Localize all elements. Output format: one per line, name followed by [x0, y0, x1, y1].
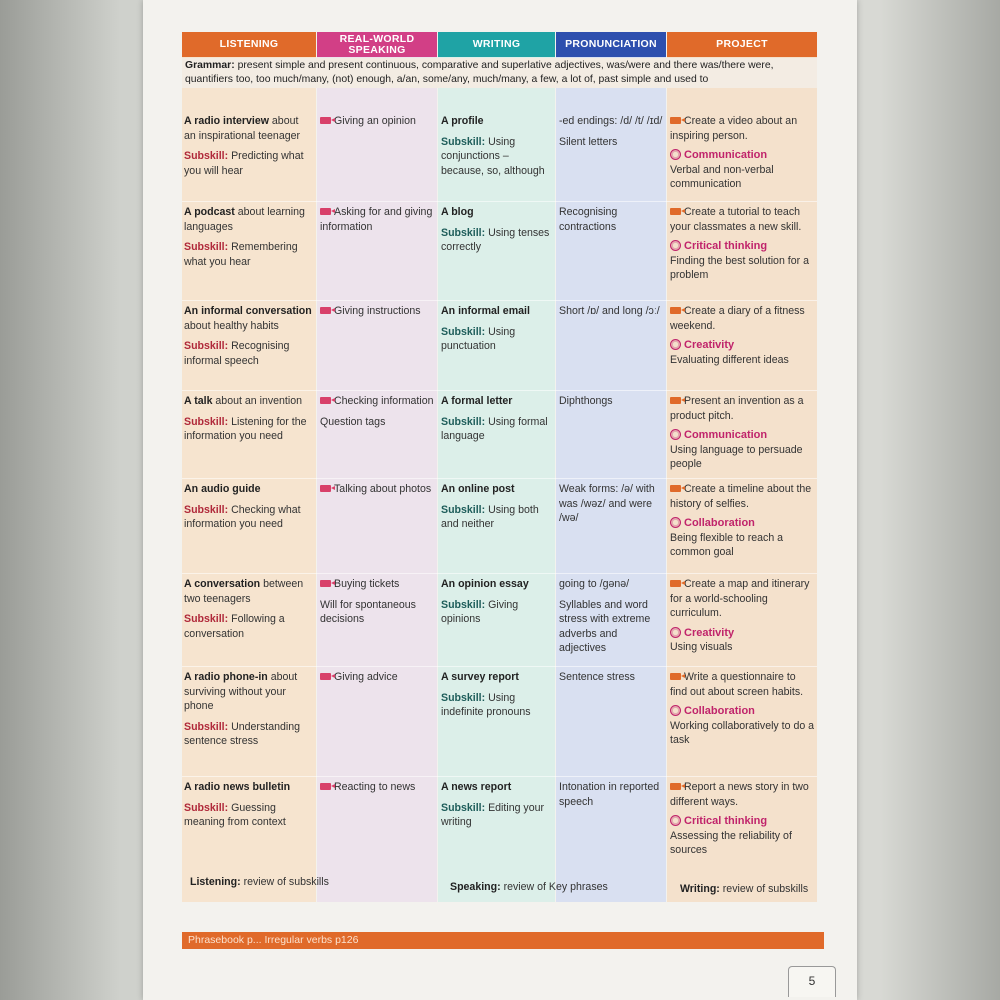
writing-cell [441, 394, 553, 444]
project-skill-desc: Using visuals [670, 641, 733, 653]
project-task: Report a news story in two different ways. [670, 781, 809, 808]
subskill-label: Subskill: [184, 241, 229, 253]
project-cell [670, 114, 815, 192]
project-cell [670, 205, 815, 283]
pronunciation-cell [559, 205, 664, 234]
listening-cell [184, 482, 312, 532]
pronunciation-cell [559, 577, 664, 656]
video-camera-icon [670, 673, 681, 680]
review-speaking [450, 880, 660, 895]
project-skill-label: Collaboration [684, 517, 755, 529]
speaking-text: Giving instructions [334, 305, 421, 317]
subskill-label: Subskill: [441, 415, 486, 428]
writing-subskill: Using both and neither [441, 503, 539, 530]
listening-subskill: Recognising informal speech [184, 340, 290, 367]
project-cell [670, 482, 815, 560]
project-skill [670, 428, 767, 443]
review-writing [680, 882, 820, 897]
speaking-extra: Will for spontaneous decisions [320, 598, 416, 625]
writing-title: A blog [441, 206, 474, 218]
speaking-cell [320, 114, 436, 129]
pronunciation-cell [559, 780, 664, 809]
pronunciation-text: Recognising contractions [559, 206, 618, 233]
writing-cell [441, 482, 553, 532]
header-pronunciation: PRONUNCIATION [556, 32, 666, 57]
speaking-text: Checking information [334, 395, 434, 407]
pronunciation-cell [559, 670, 664, 685]
speaking-cell [320, 577, 436, 627]
project-skill-label: Creativity [684, 626, 735, 639]
globe-icon [670, 627, 681, 638]
writing-title: An opinion essay [441, 578, 529, 590]
project-skill [670, 626, 734, 641]
writing-title: A formal letter [441, 395, 513, 407]
listening-desc: about learning languages [184, 206, 305, 233]
listening-title: An informal conversation [184, 305, 312, 317]
project-task: Create a diary of a fitness weekend. [670, 305, 805, 332]
subskill-label: Subskill: [441, 598, 486, 611]
listening-subskill: Guessing meaning from context [184, 801, 286, 828]
pronunciation-extra: Syllables and word stress with extreme adverbs and adjectives [559, 598, 651, 654]
listening-title: A conversation [184, 578, 261, 590]
listening-desc: about healthy habits [184, 319, 279, 332]
pronunciation-text: -ed endings: /d/ /t/ /ɪd/ [559, 115, 663, 127]
video-camera-icon [320, 580, 331, 587]
subskill-label: Subskill: [184, 720, 229, 733]
row-divider [182, 478, 817, 479]
subskill-label: Subskill: [184, 340, 229, 352]
subskill-label: Subskill: [184, 613, 229, 625]
project-task: Create a map and itinerary for a world-schooling curriculum. [670, 578, 810, 619]
subskill-label: Subskill: [441, 135, 486, 148]
listening-desc: about an invention [212, 395, 302, 407]
listening-desc: about surviving without your phone [184, 671, 298, 712]
pronunciation-extra: Silent letters [559, 135, 618, 148]
writing-cell [441, 670, 553, 720]
video-camera-icon [670, 307, 681, 314]
project-skill [670, 516, 755, 531]
writing-cell [441, 304, 553, 354]
speaking-text: Reacting to news [334, 781, 416, 793]
writing-subskill: Using indefinite pronouns [441, 691, 531, 718]
subskill-label: Subskill: [184, 801, 229, 814]
row-divider [182, 666, 817, 667]
project-skill-label: Creativity [684, 339, 735, 351]
subskill-label: Subskill: [441, 691, 486, 704]
listening-cell [184, 205, 312, 269]
project-skill-label: Collaboration [684, 705, 755, 717]
video-camera-icon [320, 117, 331, 124]
project-task: Create a tutorial to teach your classmates a new skill. [670, 206, 802, 233]
project-skill-desc: Finding the best solution for a problem [670, 254, 809, 281]
listening-subskill: Following a conversation [184, 613, 285, 640]
speaking-text: Buying tickets [334, 578, 400, 590]
listening-subskill: Listening for the information you need [184, 415, 307, 442]
subskill-label: Subskill: [441, 503, 486, 516]
subskill-label: Subskill: [184, 150, 229, 162]
pronunciation-cell [559, 394, 664, 409]
listening-subskill: Predicting what you will hear [184, 150, 304, 177]
writing-title: A profile [441, 115, 484, 127]
listening-title: A radio interview [184, 115, 269, 127]
pronunciation-text: Intonation in reported speech [559, 781, 660, 808]
grammar-summary [182, 58, 817, 88]
video-camera-icon [320, 307, 331, 314]
speaking-cell [320, 304, 436, 319]
project-skill-label: Communication [684, 149, 768, 161]
project-skill-label: Critical thinking [684, 815, 768, 827]
project-skill-desc: Assessing the reliability of sources [670, 829, 792, 856]
speaking-cell [320, 394, 436, 429]
project-skill-desc: Evaluating different ideas [670, 353, 789, 366]
row-divider [182, 390, 817, 391]
listening-title: A podcast [184, 206, 235, 218]
header-speaking: REAL-WORLD SPEAKING [317, 32, 437, 57]
project-cell [670, 780, 815, 858]
review-writing-text: review of subskills [719, 883, 809, 895]
writing-title: A survey report [441, 671, 519, 683]
listening-subskill: Checking what information you need [184, 503, 301, 530]
project-task: Create a timeline about the history of selfies. [670, 483, 812, 510]
video-camera-icon [320, 208, 331, 215]
project-skill [670, 148, 767, 163]
project-cell [670, 304, 815, 367]
speaking-text: Talking about photos [334, 483, 432, 495]
footer-bar: Phrasebook p... Irregular verbs p126 [182, 932, 824, 949]
syllabus-table [182, 32, 817, 902]
listening-subskill: Understanding sentence stress [184, 720, 301, 747]
project-cell [670, 394, 815, 472]
writing-subskill: Editing your writing [441, 801, 545, 828]
project-skill-desc: Working collaboratively to do a task [670, 719, 815, 746]
writing-subskill: Giving opinions [441, 598, 519, 625]
speaking-text: Asking for and giving information [320, 206, 433, 233]
speaking-extra: Question tags [320, 415, 386, 428]
writing-cell [441, 205, 553, 255]
listening-title: A talk [184, 395, 213, 407]
grammar-label: Grammar: [185, 60, 235, 71]
globe-icon [670, 815, 681, 826]
globe-icon [670, 339, 681, 350]
writing-subskill: Using conjunctions – because, so, although [441, 135, 545, 177]
header-project: PROJECT [667, 32, 817, 57]
project-skill [670, 239, 767, 254]
writing-title: An online post [441, 483, 515, 495]
writing-cell [441, 577, 553, 627]
project-task: Present an invention as a product pitch. [670, 395, 804, 422]
globe-icon [670, 517, 681, 528]
row-divider [182, 300, 817, 301]
project-cell [670, 577, 815, 655]
subskill-label: Subskill: [441, 801, 486, 814]
project-skill-desc: Verbal and non-verbal communication [670, 163, 774, 190]
subskill-label: Subskill: [441, 325, 486, 338]
project-skill-desc: Using language to persuade people [670, 443, 803, 470]
writing-title: An informal email [441, 305, 530, 317]
listening-title: A radio phone-in [184, 671, 268, 683]
subskill-label: Subskill: [441, 226, 486, 239]
subskill-label: Subskill: [184, 415, 229, 428]
listening-desc: between two teenagers [184, 578, 304, 605]
listening-cell [184, 780, 312, 830]
speaking-cell [320, 205, 436, 234]
video-camera-icon [670, 397, 681, 404]
writing-subskill: Using formal language [441, 415, 548, 442]
globe-icon [670, 149, 681, 160]
listening-title: An audio guide [184, 483, 261, 495]
project-skill [670, 338, 734, 353]
project-skill [670, 704, 755, 719]
listening-subskill: Remembering what you hear [184, 241, 298, 268]
writing-subskill: Using tenses correctly [441, 226, 550, 253]
grammar-text: present simple and present continuous, comparative and superlative adjectives, was/were and there was/there were, quantifiers too, too much/many, (not) enough, a/an, some/any, much/many, a few, a lot of, past simple and used to [185, 60, 774, 85]
listening-cell [184, 670, 312, 749]
project-skill-label: Communication [684, 429, 768, 441]
video-camera-icon [320, 673, 331, 680]
row-divider [182, 573, 817, 574]
review-listening-label: Listening: [190, 876, 241, 888]
pronunciation-text: Diphthongs [559, 395, 613, 407]
speaking-cell [320, 780, 436, 795]
review-listening [190, 875, 440, 890]
video-camera-icon [320, 397, 331, 404]
speaking-column-bg [317, 32, 437, 902]
writing-subskill: Using punctuation [441, 325, 516, 352]
video-camera-icon [320, 783, 331, 790]
listening-cell [184, 394, 312, 444]
speaking-cell [320, 670, 436, 685]
page-number: 5 [788, 966, 836, 997]
writing-cell [441, 114, 553, 178]
header-listening: LISTENING [182, 32, 316, 57]
pronunciation-cell [559, 114, 664, 149]
review-writing-label: Writing: [680, 883, 720, 895]
project-skill [670, 814, 767, 829]
pronunciation-cell [559, 482, 664, 526]
video-camera-icon [670, 117, 681, 124]
speaking-cell [320, 482, 436, 497]
pronunciation-text: Weak forms: /ə/ with was /wəz/ and were /wə/ [559, 483, 655, 524]
video-camera-icon [670, 783, 681, 790]
review-speaking-label: Speaking: [450, 881, 501, 893]
pronunciation-text: Sentence stress [559, 671, 635, 683]
video-camera-icon [670, 208, 681, 215]
video-camera-icon [670, 580, 681, 587]
listening-title: A radio news bulletin [184, 781, 291, 793]
writing-cell [441, 780, 553, 830]
header-writing: WRITING [438, 32, 555, 57]
listening-cell [184, 577, 312, 641]
row-divider [182, 776, 817, 777]
writing-title: A news report [441, 781, 512, 793]
video-camera-icon [670, 485, 681, 492]
globe-icon [670, 240, 681, 251]
project-cell [670, 670, 815, 748]
project-task: Create a video about an inspiring person. [670, 115, 798, 142]
listening-cell [184, 114, 312, 178]
pronunciation-column-bg [556, 32, 666, 902]
project-task: Write a questionnaire to find out about screen habits. [670, 671, 804, 698]
pronunciation-text: Short /ɒ/ and long /ɔː/ [559, 305, 660, 317]
video-camera-icon [320, 485, 331, 492]
review-listening-text: review of subskills [240, 876, 329, 888]
speaking-text: Giving advice [334, 671, 398, 683]
listening-desc: about an inspirational teenager [184, 115, 301, 142]
review-speaking-text: review of Key phrases [500, 881, 608, 893]
globe-icon [670, 705, 681, 716]
listening-cell [184, 304, 312, 368]
pronunciation-text: going to /gənə/ [559, 578, 630, 590]
speaking-text: Giving an opinion [334, 115, 416, 127]
row-divider [182, 201, 817, 202]
globe-icon [670, 429, 681, 440]
pronunciation-cell [559, 304, 664, 319]
subskill-label: Subskill: [184, 503, 229, 516]
project-skill-label: Critical thinking [684, 240, 768, 252]
project-skill-desc: Being flexible to reach a common goal [670, 531, 784, 558]
